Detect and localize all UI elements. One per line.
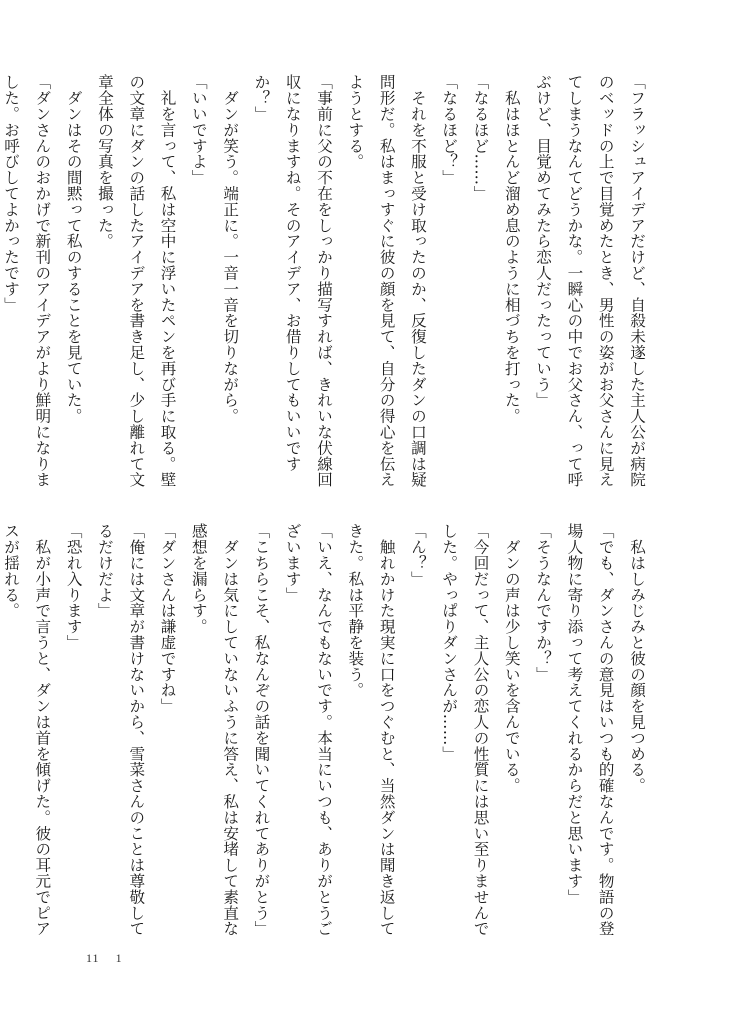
text-line: ぶけど、目覚めてみたら恋人だったっていう」 (534, 74, 553, 408)
text-line: 「なるほど？」 (440, 74, 459, 186)
text-line: るだけだよ」 (95, 523, 114, 619)
text-line: の文章にダンの話したアイデアを書き足し、少し離れて文 (127, 74, 146, 488)
text-line: スが揺れる。 (2, 523, 21, 619)
text-line: てしまうなんてどうかな。一瞬心の中でお父さん、って呼 (565, 74, 584, 488)
text-line: 感想を漏らす。 (189, 523, 208, 635)
text-line: 場人物に寄り添って考えてくれるからだと思います」 (565, 523, 584, 905)
text-line: 「恐れ入ります」 (64, 523, 83, 651)
text-line: 「俺には文章が書けないから、雪菜さんのことは尊敬して (127, 523, 146, 937)
text-line: ダンの声は少し笑いを含んでいる。 (502, 523, 521, 794)
footer-number-right: 1 (115, 951, 123, 965)
text-line: ようとする。 (346, 74, 365, 170)
text-line: 私が小声で言うと、ダンは首を傾げた。彼の耳元でピア (33, 523, 52, 937)
text-line: それを不服と受け取ったのか、反復したダンの口調は疑 (408, 74, 427, 488)
text-line: 「いえ、なんでもないです。本当にいつも、ありがとうご (315, 523, 334, 937)
text-line: した。やっぱりダンさんが……」 (440, 523, 459, 762)
text-line: 「ダンさんは謙虚ですね」 (158, 523, 177, 714)
page-footer (86, 951, 135, 966)
text-line: きた。私は平静を装う。 (346, 523, 365, 698)
text-line: 「今回だって、主人公の恋人の性質には思い至りませんで (471, 523, 490, 937)
text-line: のベッドの上で目覚めたとき、男性の姿がお父さんに見え (596, 74, 615, 488)
text-line: ダンは気にしていないふうに答え、私は安堵して素直な (221, 523, 240, 937)
text-line: した。お呼びしてよかったです」 (2, 74, 21, 313)
text-line: 「ん？」 (408, 523, 427, 587)
text-line: 「でも、ダンさんの意見はいつも的確なんです。物語の登 (596, 523, 615, 937)
text-line: 礼を言って、私は空中に浮いたペンを再び手に取る。壁 (158, 74, 177, 488)
text-line: 私はほとんど溜め息のように相づちを打った。 (502, 74, 521, 424)
text-line: か？」 (252, 74, 271, 122)
text-line: 「フラッシュアイデアだけど、自殺未遂した主人公が病院 (628, 74, 646, 488)
text-line: 触れかけた現実に口をつぐむと、当然ダンは聞き返して (377, 523, 396, 937)
text-line: 「こちらこそ、私なんぞの話を聞いてくれてありがとう」 (252, 523, 271, 937)
text-line: 「なるほど……」 (471, 74, 490, 202)
text-line: 問形だ。私はまっすぐに彼の顔を見て、自分の得心を伝え (377, 74, 396, 488)
text-line: 私はしみじみと彼の顔を見つめる。 (628, 523, 646, 794)
text-line: ダンはその間黙って私のすることを見ていた。 (64, 74, 83, 424)
text-line: 「そうなんですか？」 (534, 523, 553, 682)
text-line: 「ダンさんのおかげで新刊のアイデアがより鮮明になりま (33, 74, 52, 488)
lower-text-column (2, 523, 652, 937)
footer-number-left: 11 (86, 951, 100, 965)
text-line: 収になりますね。そのアイデア、お借りしてもいいです (283, 74, 302, 472)
text-line: ダンが笑う。端正に。一音一音を切りながら。 (221, 74, 240, 424)
text-line: 「いいですよ」 (189, 74, 208, 186)
text-line: 「事前に父の不在をしっかり描写すれば、きれいな伏線回 (315, 74, 334, 488)
text-line: ざいます」 (283, 523, 302, 603)
upper-text-column (2, 74, 652, 488)
text-line: 章全体の写真を撮った。 (95, 74, 114, 249)
